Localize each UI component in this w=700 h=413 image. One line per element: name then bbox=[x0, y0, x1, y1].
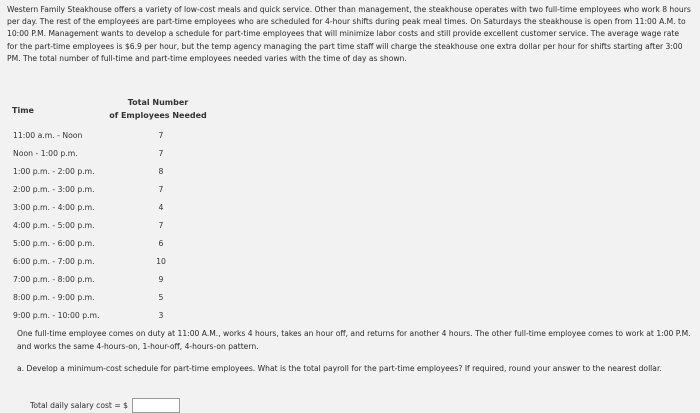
total-header-line1: Total Number bbox=[127, 98, 189, 107]
needed-cell: 7 bbox=[158, 149, 164, 158]
table-row bbox=[0, 203, 220, 221]
total-header-line2: of Employees Needed bbox=[109, 110, 207, 120]
table-row bbox=[0, 257, 220, 275]
time-column-header: Time bbox=[12, 106, 34, 115]
total-column-header bbox=[104, 97, 212, 122]
table-row bbox=[0, 311, 220, 329]
needed-cell: 7 bbox=[158, 221, 164, 230]
needed-cell: 3 bbox=[158, 311, 164, 320]
needed-cell: 9 bbox=[158, 275, 164, 284]
salary-cost-input[interactable] bbox=[132, 398, 180, 413]
table-row bbox=[0, 131, 220, 149]
answer-row bbox=[30, 398, 180, 413]
time-cell: 5:00 p.m. - 6:00 p.m. bbox=[13, 239, 95, 248]
question-a: a. Develop a minimum-cost schedule for part-time employees. What is the total payroll for the part-time employees? If required, round your answer to the nearest dollar. bbox=[17, 364, 662, 373]
answer-label: Total daily salary cost = $ bbox=[30, 401, 128, 410]
table-row bbox=[0, 221, 220, 239]
needed-cell: 10 bbox=[156, 257, 166, 266]
time-cell: 4:00 p.m. - 5:00 p.m. bbox=[13, 221, 95, 230]
table-row bbox=[0, 239, 220, 257]
time-cell: 11:00 a.m. - Noon bbox=[13, 131, 83, 140]
table-row bbox=[0, 149, 220, 167]
time-cell: 7:00 p.m. - 8:00 p.m. bbox=[13, 275, 95, 284]
needed-cell: 5 bbox=[158, 293, 164, 302]
time-cell: 6:00 p.m. - 7:00 p.m. bbox=[13, 257, 95, 266]
needed-cell: 7 bbox=[158, 131, 164, 140]
time-cell: 2:00 p.m. - 3:00 p.m. bbox=[13, 185, 95, 194]
problem-intro: Western Family Steakhouse offers a variety of low-cost meals and quick service. Other than management, the steakhouse operates with two full-time employees who work 8 hours per day. The rest of the employees are part-time employees who are scheduled for 4-hour shifts during peak meal times. On Saturdays the steakhouse is open from 11:00 A.M. to 10:00 P.M. Management wants to develop a schedule for part-time employees that will minimize labor costs and still provide excellent customer service. The average wage rate for the part-time employees is $6.9 per hour, but the temp agency managing the part time staff will charge the steakhouse one extra dollar per hour for shifts starting after 3:00 PM. The total number of full-time and part-time employees needed varies with the time of day as shown. bbox=[7, 5, 691, 63]
table-row bbox=[0, 167, 220, 185]
needed-cell: 6 bbox=[158, 239, 164, 248]
time-cell: 9:00 p.m. - 10:00 p.m. bbox=[13, 311, 100, 320]
full-time-note: One full-time employee comes on duty at 11:00 A.M., works 4 hours, takes an hour off, and returns for another 4 hours. The other full-time employee comes to work at 1:00 P.M. and works the same 4-hours-on, 1-hour-off, 4-hours-on pattern. bbox=[17, 329, 691, 351]
table-row bbox=[0, 275, 220, 293]
table-row bbox=[0, 293, 220, 311]
needed-cell: 7 bbox=[158, 185, 164, 194]
time-cell: 3:00 p.m. - 4:00 p.m. bbox=[13, 203, 95, 212]
time-cell: 1:00 p.m. - 2:00 p.m. bbox=[13, 167, 95, 176]
needed-cell: 8 bbox=[158, 167, 164, 176]
table-row bbox=[0, 185, 220, 203]
needed-cell: 4 bbox=[158, 203, 164, 212]
time-cell: 8:00 p.m. - 9:00 p.m. bbox=[13, 293, 95, 302]
time-cell: Noon - 1:00 p.m. bbox=[13, 149, 78, 158]
